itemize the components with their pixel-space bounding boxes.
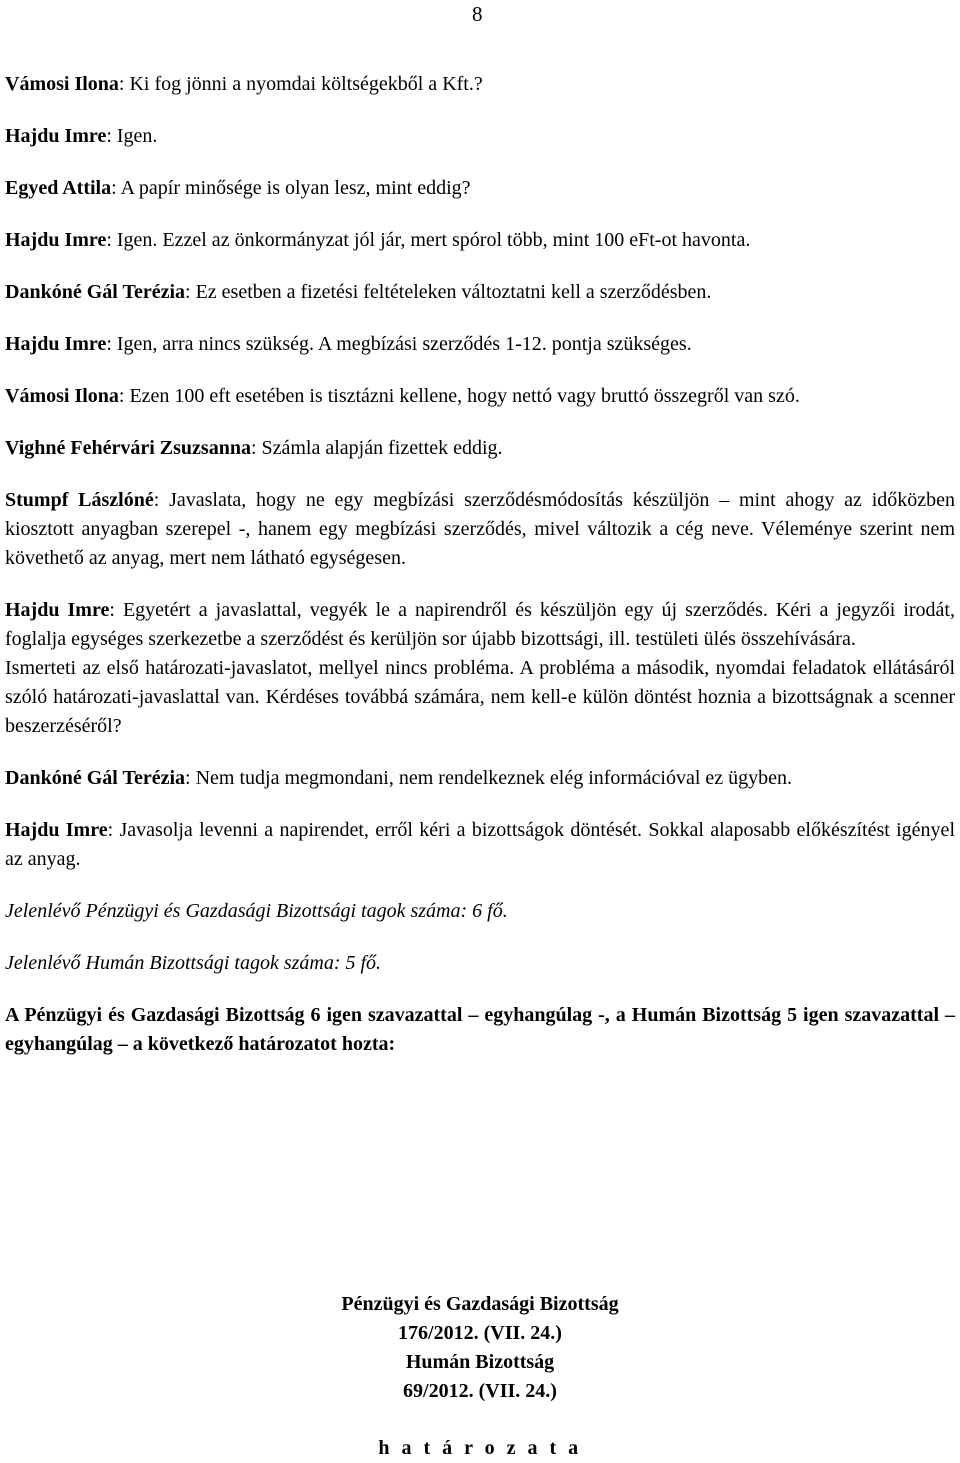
paragraph-text: : Igen. xyxy=(106,125,158,147)
paragraph xyxy=(5,278,955,307)
attendance-line: Jelenlévő Humán Bizottsági tagok száma: 5 fő. xyxy=(5,952,382,974)
paragraph-text: : Igen. Ezzel az önkormányzat jól jár, mert spórol több, mint 100 eFt-ot havonta. xyxy=(106,229,751,251)
paragraph-text: : Ki fog jönni a nyomdai költségekből a Kft.? xyxy=(118,73,483,95)
paragraph xyxy=(5,122,955,151)
speaker-name: Vámosi Ilona xyxy=(5,73,119,95)
page-number: 8 xyxy=(472,2,483,26)
resolution-number: 176/2012. (VII. 24.) xyxy=(398,1322,562,1344)
speaker-name: Vámosi Ilona xyxy=(5,385,119,407)
document-body xyxy=(5,70,955,1059)
paragraph xyxy=(5,596,955,654)
speaker-name: Hajdu Imre xyxy=(5,819,108,841)
paragraph-text: : Ezen 100 eft esetében is tisztázni kellene, hogy nettó vagy bruttó összegről van szó. xyxy=(118,385,800,407)
committee-name: Pénzügyi és Gazdasági Bizottság xyxy=(341,1293,619,1315)
resolution-header xyxy=(0,1290,960,1406)
paragraph xyxy=(5,226,955,255)
paragraph-text: : Javaslata, hogy ne egy megbízási szerződésmódosítás készüljön – mint ahogy az időközben kiosztott anyagban szerepel -, hanem egy megbízási szerződés, mivel változik a cég neve. Véleménye szerint nem követhető az anyag, mert nem látható egységesen. xyxy=(5,489,956,569)
speaker-name: Vighné Fehérvári Zsuzsanna xyxy=(5,437,251,459)
paragraph xyxy=(5,434,955,463)
paragraph xyxy=(5,382,955,411)
speaker-name: Hajdu Imre xyxy=(5,599,110,621)
resolution-title xyxy=(0,1434,960,1463)
committee-name: Humán Bizottság xyxy=(405,1351,555,1373)
paragraph-text: : Nem tudja megmondani, nem rendelkeznek elég információval ez ügyben. xyxy=(185,767,793,789)
paragraph xyxy=(5,764,955,793)
resolution-word: h a t á r o z a t a xyxy=(378,1437,582,1459)
speaker-name: Hajdu Imre xyxy=(5,333,107,355)
paragraph xyxy=(5,816,955,874)
paragraph xyxy=(5,174,955,203)
speaker-name: Stumpf Lászlóné xyxy=(5,489,154,511)
paragraph-text: : Egyetért a javaslattal, vegyék le a napirendről és készüljön egy új szerződés. Kéri a jegyzői irodát, foglalja egységes szerkezetbe a szerződést és kerüljön sor újabb bizottsági, ill. testületi ülés összehívására. xyxy=(5,599,955,650)
speaker-name: Hajdu Imre xyxy=(5,125,107,147)
speaker-name: Dankóné Gál Terézia xyxy=(5,281,186,303)
speaker-name: Dankóné Gál Terézia xyxy=(5,767,186,789)
paragraph-text: : Ez esetben a fizetési feltételeken változtatni kell a szerződésben. xyxy=(185,281,712,303)
paragraph xyxy=(5,70,955,99)
paragraph-text: : Számla alapján fizettek eddig. xyxy=(250,437,503,459)
resolution-number: 69/2012. (VII. 24.) xyxy=(403,1380,557,1402)
attendance-line: Jelenlévő Pénzügyi és Gazdasági Bizottsági tagok száma: 6 fő. xyxy=(5,900,508,922)
speaker-name: Hajdu Imre xyxy=(5,229,107,251)
paragraph-text: : A papír minősége is olyan lesz, mint eddig? xyxy=(111,177,471,199)
paragraph xyxy=(5,486,955,573)
paragraph-text: : Javasolja levenni a napirendet, erről kéri a bizottságok döntését. Sokkal alaposabb előkészítést igényel az anyag. xyxy=(5,819,955,870)
paragraph-text: : Igen, arra nincs szükség. A megbízási szerződés 1-12. pontja szükséges. xyxy=(106,333,692,355)
speaker-name: Egyed Attila xyxy=(5,177,112,199)
vote-statement: A Pénzügyi és Gazdasági Bizottság 6 igen szavazattal – egyhangúlag -, a Humán Bizottság 5 igen szavazattal – egyhangúlag – a következő határozatot hozta: xyxy=(5,1004,955,1055)
paragraph-text: Ismerteti az első határozati-javaslatot, mellyel nincs probléma. A probléma a második, nyomdai feladatok ellátásáról szóló határozati-javaslattal van. Kérdéses továbbá számára, nem kell-e külön döntést hoznia a bizottságnak a scenner beszerzéséről? xyxy=(5,657,955,737)
paragraph xyxy=(5,654,955,741)
paragraph xyxy=(5,330,955,359)
